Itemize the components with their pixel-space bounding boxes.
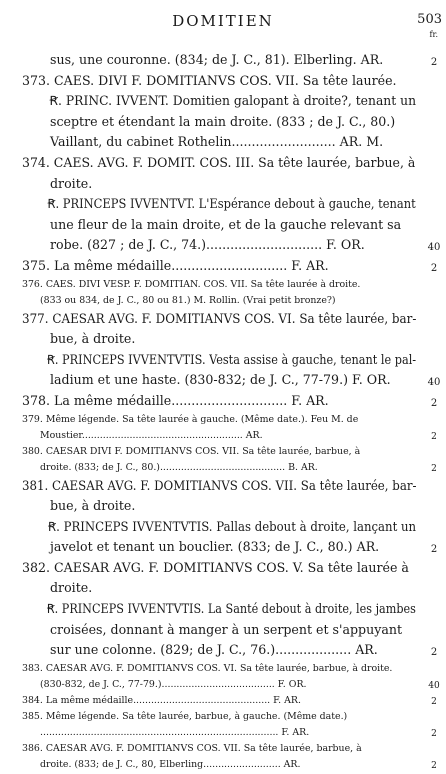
- catalog-line-text: robe. (827 ; de J. C., 74.)............................. F. OR.: [50, 237, 365, 253]
- catalog-entries: [22, 50, 441, 773]
- margin-unit-label: fr.: [429, 30, 438, 39]
- catalog-line-text: sceptre et étendant la main droite. (833 ; de J. C., 80.): [50, 113, 396, 129]
- catalog-line-text: Ꞧ. PRINC. IVVENT. Domitien galopant à droite?, tenant un: [49, 93, 417, 109]
- catalog-line: [22, 71, 420, 92]
- catalog-line: [22, 194, 420, 215]
- catalog-line: [22, 709, 420, 725]
- catalog-line-text: 384. La même médaille.............................................. F. AR.: [22, 694, 301, 706]
- catalog-line-text: 380. CAESAR DIVI F. DOMITIANVS COS. VII. Sa tête laurée, barbue, à: [22, 445, 361, 457]
- catalog-line: [22, 235, 441, 256]
- catalog-line-text: 381. CAESAR AVG. F. DOMITIANVS COS. VII. Sa tête laurée, bar-: [22, 477, 417, 493]
- price-value: 2: [430, 57, 438, 68]
- catalog-line: [22, 537, 438, 558]
- catalog-line: [22, 412, 420, 428]
- catalog-line-text: 379. Même légende. Sa tête laurée à gauche. (Même date.). Feu M. de: [22, 413, 359, 425]
- catalog-line-text: Ꞧ. PRINCEPS IVVENTVTIS. Vesta assise à gauche, tenant le pal-: [47, 351, 417, 367]
- price-value: 40: [428, 680, 440, 691]
- catalog-line-text: Vaillant, du cabinet Rothelin.......................... AR. M.: [50, 134, 384, 150]
- catalog-line: [22, 476, 420, 497]
- catalog-line: [22, 460, 437, 476]
- catalog-line-text: 377. CAESAR AVG. F. DOMITIANVS COS. VI. Sa tête laurée, bar-: [22, 310, 417, 326]
- catalog-line-text: sus, une couronne. (834; de J. C., 81). Elberling. AR.: [50, 52, 384, 67]
- catalog-line: [22, 309, 420, 330]
- catalog-line-text: 383. CAESAR AVG. F. DOMITIANVS COS. VI. Sa tête laurée, barbue, à droite.: [22, 662, 393, 674]
- catalog-line-text: 378. La même médaille............................. F. AR.: [22, 392, 329, 408]
- price-value: 2: [430, 397, 438, 409]
- price-value: 40: [427, 377, 441, 389]
- catalog-line: [22, 370, 441, 391]
- catalog-line-text: 385. Même légende. Sa tête laurée, barbue, à gauche. (Même date.): [22, 710, 348, 722]
- catalog-line-text: droite. (833; de J. C., 80.).......................................... B. AR.: [40, 461, 318, 473]
- price-value: 2: [431, 696, 437, 707]
- catalog-line-text: 374. CAES. AVG. F. DOMIT. COS. III. Sa tête laurée, barbue, à: [22, 154, 416, 170]
- catalog-line-text: droite. (833; de J. C., 80, Elberling.......................... AR.: [40, 758, 301, 770]
- catalog-line: [22, 693, 437, 709]
- catalog-line: [22, 293, 420, 309]
- catalog-line: [22, 741, 420, 757]
- running-title: DOMITIEN: [172, 12, 274, 30]
- catalog-line: [22, 640, 438, 661]
- catalog-line: [22, 599, 420, 620]
- catalog-line: [22, 112, 420, 133]
- catalog-line-text: croisées, donnant à manger à un serpent et s'appuyant: [50, 621, 403, 637]
- catalog-line: [22, 661, 420, 677]
- catalog-line-text: 382. CAESAR AVG. F. DOMITIANVS COS. V. Sa tête laurée à: [22, 559, 409, 575]
- catalog-line-text: (833 ou 834, de J. C., 80 ou 81.) M. Rollin. (Vrai petit bronze?): [40, 294, 336, 306]
- catalog-line-text: ladium et une haste. (830-832; de J. C., 77-79.) F. OR.: [50, 372, 391, 388]
- price-value: 2: [430, 262, 438, 274]
- catalog-line-text: 376. CAES. DIVI VESP. F. DOMITIAN. COS. VII. Sa tête laurée à droite.: [22, 278, 361, 290]
- catalog-line-text: Ꞧ. PRINCEPS IVVENTVT. L'Espérance debout à gauche, tenant: [47, 196, 416, 212]
- catalog-line-text: (830-832, de J. C., 77-79.)...................................... F. OR.: [40, 678, 307, 690]
- catalog-line: [22, 757, 437, 773]
- catalog-line: [22, 517, 420, 538]
- catalog-line-text: une fleur de la main droite, et de la gauche relevant sa: [50, 216, 402, 232]
- catalog-line: [22, 153, 420, 174]
- catalog-line: [22, 277, 420, 293]
- price-value: 2: [431, 431, 437, 442]
- price-value: 2: [431, 760, 437, 771]
- catalog-line: [22, 174, 420, 195]
- catalog-line: [22, 620, 420, 641]
- catalog-line: [22, 350, 420, 371]
- catalog-line-text: bue, à droite.: [50, 498, 136, 514]
- catalog-line-text: sur une colonne. (829; de J. C., 76.)................... AR.: [50, 642, 378, 658]
- catalog-line: [22, 677, 440, 693]
- catalog-line-text: droite.: [50, 580, 93, 596]
- catalog-line-text: Moustier...................................................... AR.: [40, 429, 263, 441]
- page-header: [0, 8, 446, 38]
- catalog-line: [22, 132, 420, 153]
- catalog-line-text: 375. La même médaille............................. F. AR.: [22, 257, 329, 273]
- catalog-line: [22, 50, 438, 71]
- catalog-line-text: Ꞧ. PRINCEPS IVVENTVTIS. La Santé debout à droite, les jambes: [46, 601, 416, 617]
- catalog-line-text: 386. CAESAR AVG. F. DOMITIANVS COS. VII. Sa tête laurée, barbue, à: [22, 742, 362, 754]
- catalog-line: [22, 725, 437, 741]
- price-value: 2: [431, 463, 437, 474]
- catalog-line-text: 373. CAES. DIVI F. DOMITIANVS COS. VII. Sa tête laurée.: [22, 72, 397, 88]
- price-value: 2: [430, 647, 438, 659]
- catalog-line: [22, 215, 420, 236]
- catalog-line: [22, 91, 420, 112]
- catalog-line: [22, 329, 420, 350]
- catalog-line: [22, 578, 420, 599]
- catalog-line-text: Ꞧ. PRINCEPS IVVENTVTIS. Pallas debout à droite, lançant un: [48, 518, 417, 534]
- catalog-line: [22, 391, 438, 412]
- catalog-line: [22, 496, 420, 517]
- price-value: 2: [431, 728, 437, 739]
- catalog-line: [22, 256, 438, 277]
- catalog-line-text: bue, à droite.: [50, 331, 136, 347]
- price-value: 40: [427, 242, 441, 254]
- catalog-line-text: javelot et tenant un bouclier. (833; de J. C., 80.) AR.: [50, 539, 380, 555]
- price-value: 2: [430, 544, 438, 556]
- page-number: 503: [417, 12, 442, 27]
- catalog-line: [22, 428, 437, 444]
- catalog-line: [22, 444, 420, 460]
- catalog-line-text: droite.: [50, 175, 93, 191]
- catalog-line-text: ................................................................................ F. AR.: [40, 726, 310, 738]
- catalog-line: [22, 558, 420, 579]
